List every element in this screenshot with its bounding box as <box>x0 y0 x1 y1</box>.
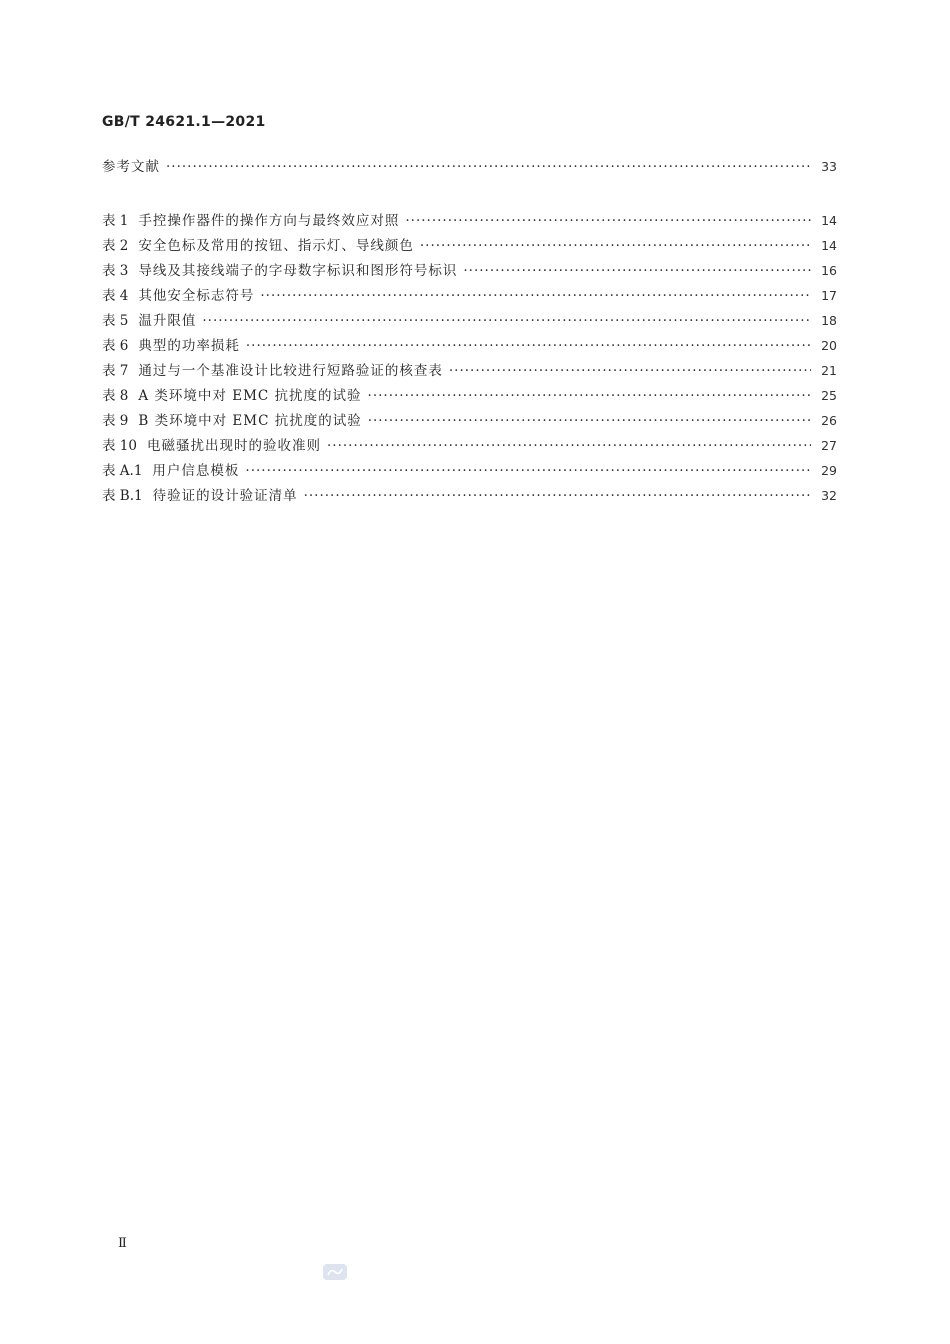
toc-leader-dots <box>202 309 811 334</box>
toc-entry-table-b1[interactable] <box>102 483 837 508</box>
toc-entry-table-4[interactable] <box>102 283 837 308</box>
toc-entry-page: 14 <box>821 213 837 228</box>
toc-entry-title: 通过与一个基准设计比较进行短路验证的核查表 <box>138 363 443 379</box>
toc-entry-page: 33 <box>821 159 837 174</box>
standard-code-header: GB/T 24621.1—2021 <box>102 114 266 130</box>
toc-entry-page: 25 <box>821 388 837 403</box>
sac-logo-watermark-icon <box>322 1262 348 1282</box>
toc-entry-title: 待验证的设计验证清单 <box>152 488 298 504</box>
toc-entry-page: 29 <box>821 463 837 478</box>
toc-entry-prefix: 表 8 <box>102 388 129 404</box>
toc-entry-title: B 类环境中对 EMC 抗扰度的试验 <box>138 413 362 429</box>
toc-entry-table-8[interactable] <box>102 383 837 408</box>
toc-entry-table-9[interactable] <box>102 408 837 433</box>
toc-entry-prefix: 表 5 <box>102 313 129 329</box>
toc-entry-title: A 类环境中对 EMC 抗扰度的试验 <box>138 388 362 404</box>
toc-entry-prefix: 表 B.1 <box>102 488 143 504</box>
toc-entry-title: 典型的功率损耗 <box>138 338 240 354</box>
toc-entry-table-a1[interactable] <box>102 458 837 483</box>
toc-entry-prefix: 表 9 <box>102 413 129 429</box>
toc-leader-dots <box>449 359 811 384</box>
toc-entry-table-10[interactable] <box>102 433 837 458</box>
toc-entry-page: 16 <box>821 263 837 278</box>
toc-leader-dots <box>260 284 811 309</box>
toc-entry-page: 14 <box>821 238 837 253</box>
toc-entry-prefix: 表 4 <box>102 288 129 304</box>
toc-entry-table-6[interactable] <box>102 333 837 358</box>
toc-entry-prefix: 表 2 <box>102 238 129 254</box>
toc-entry-prefix: 表 1 <box>102 213 129 229</box>
toc-entry-prefix: 表 A.1 <box>102 463 143 479</box>
toc-entry-page: 18 <box>821 313 837 328</box>
toc-entry-table-7[interactable] <box>102 358 837 383</box>
toc-leader-dots <box>245 459 811 484</box>
toc-entry-title: 其他安全标志符号 <box>138 288 255 304</box>
toc-leader-dots <box>368 384 811 409</box>
toc-references-section <box>102 154 837 179</box>
toc-entry-page: 27 <box>821 438 837 453</box>
toc-entry-references[interactable] <box>102 154 837 179</box>
toc-leader-dots <box>246 334 811 359</box>
toc-entry-table-1[interactable] <box>102 208 837 233</box>
toc-entry-title: 参考文献 <box>102 159 160 175</box>
toc-entry-table-5[interactable] <box>102 308 837 333</box>
toc-entry-page: 21 <box>821 363 837 378</box>
toc-leader-dots <box>420 234 811 259</box>
toc-entry-title: 手控操作器件的操作方向与最终效应对照 <box>138 213 400 229</box>
toc-entry-prefix: 表 3 <box>102 263 129 279</box>
toc-entry-page: 20 <box>821 338 837 353</box>
toc-tables-list <box>102 208 837 508</box>
toc-entry-page: 26 <box>821 413 837 428</box>
footer-page-number: Ⅱ <box>118 1236 127 1251</box>
toc-entry-prefix: 表 10 <box>102 438 137 454</box>
toc-leader-dots <box>327 434 811 459</box>
toc-entry-title: 安全色标及常用的按钮、指示灯、导线颜色 <box>138 238 414 254</box>
toc-entry-title: 用户信息模板 <box>152 463 240 479</box>
toc-leader-dots <box>405 209 811 234</box>
toc-entry-title: 导线及其接线端子的字母数字标识和图形符号标识 <box>138 263 458 279</box>
toc-entry-title: 电磁骚扰出现时的验收准则 <box>146 438 321 454</box>
toc-leader-dots <box>304 484 811 509</box>
toc-entry-page: 17 <box>821 288 837 303</box>
toc-entry-prefix: 表 6 <box>102 338 129 354</box>
toc-leader-dots <box>166 155 811 180</box>
toc-entry-prefix: 表 7 <box>102 363 129 379</box>
toc-leader-dots <box>368 409 811 434</box>
toc-entry-table-2[interactable] <box>102 233 837 258</box>
toc-leader-dots <box>463 259 811 284</box>
toc-entry-page: 32 <box>821 488 837 503</box>
toc-entry-table-3[interactable] <box>102 258 837 283</box>
toc-entry-title: 温升限值 <box>138 313 197 329</box>
